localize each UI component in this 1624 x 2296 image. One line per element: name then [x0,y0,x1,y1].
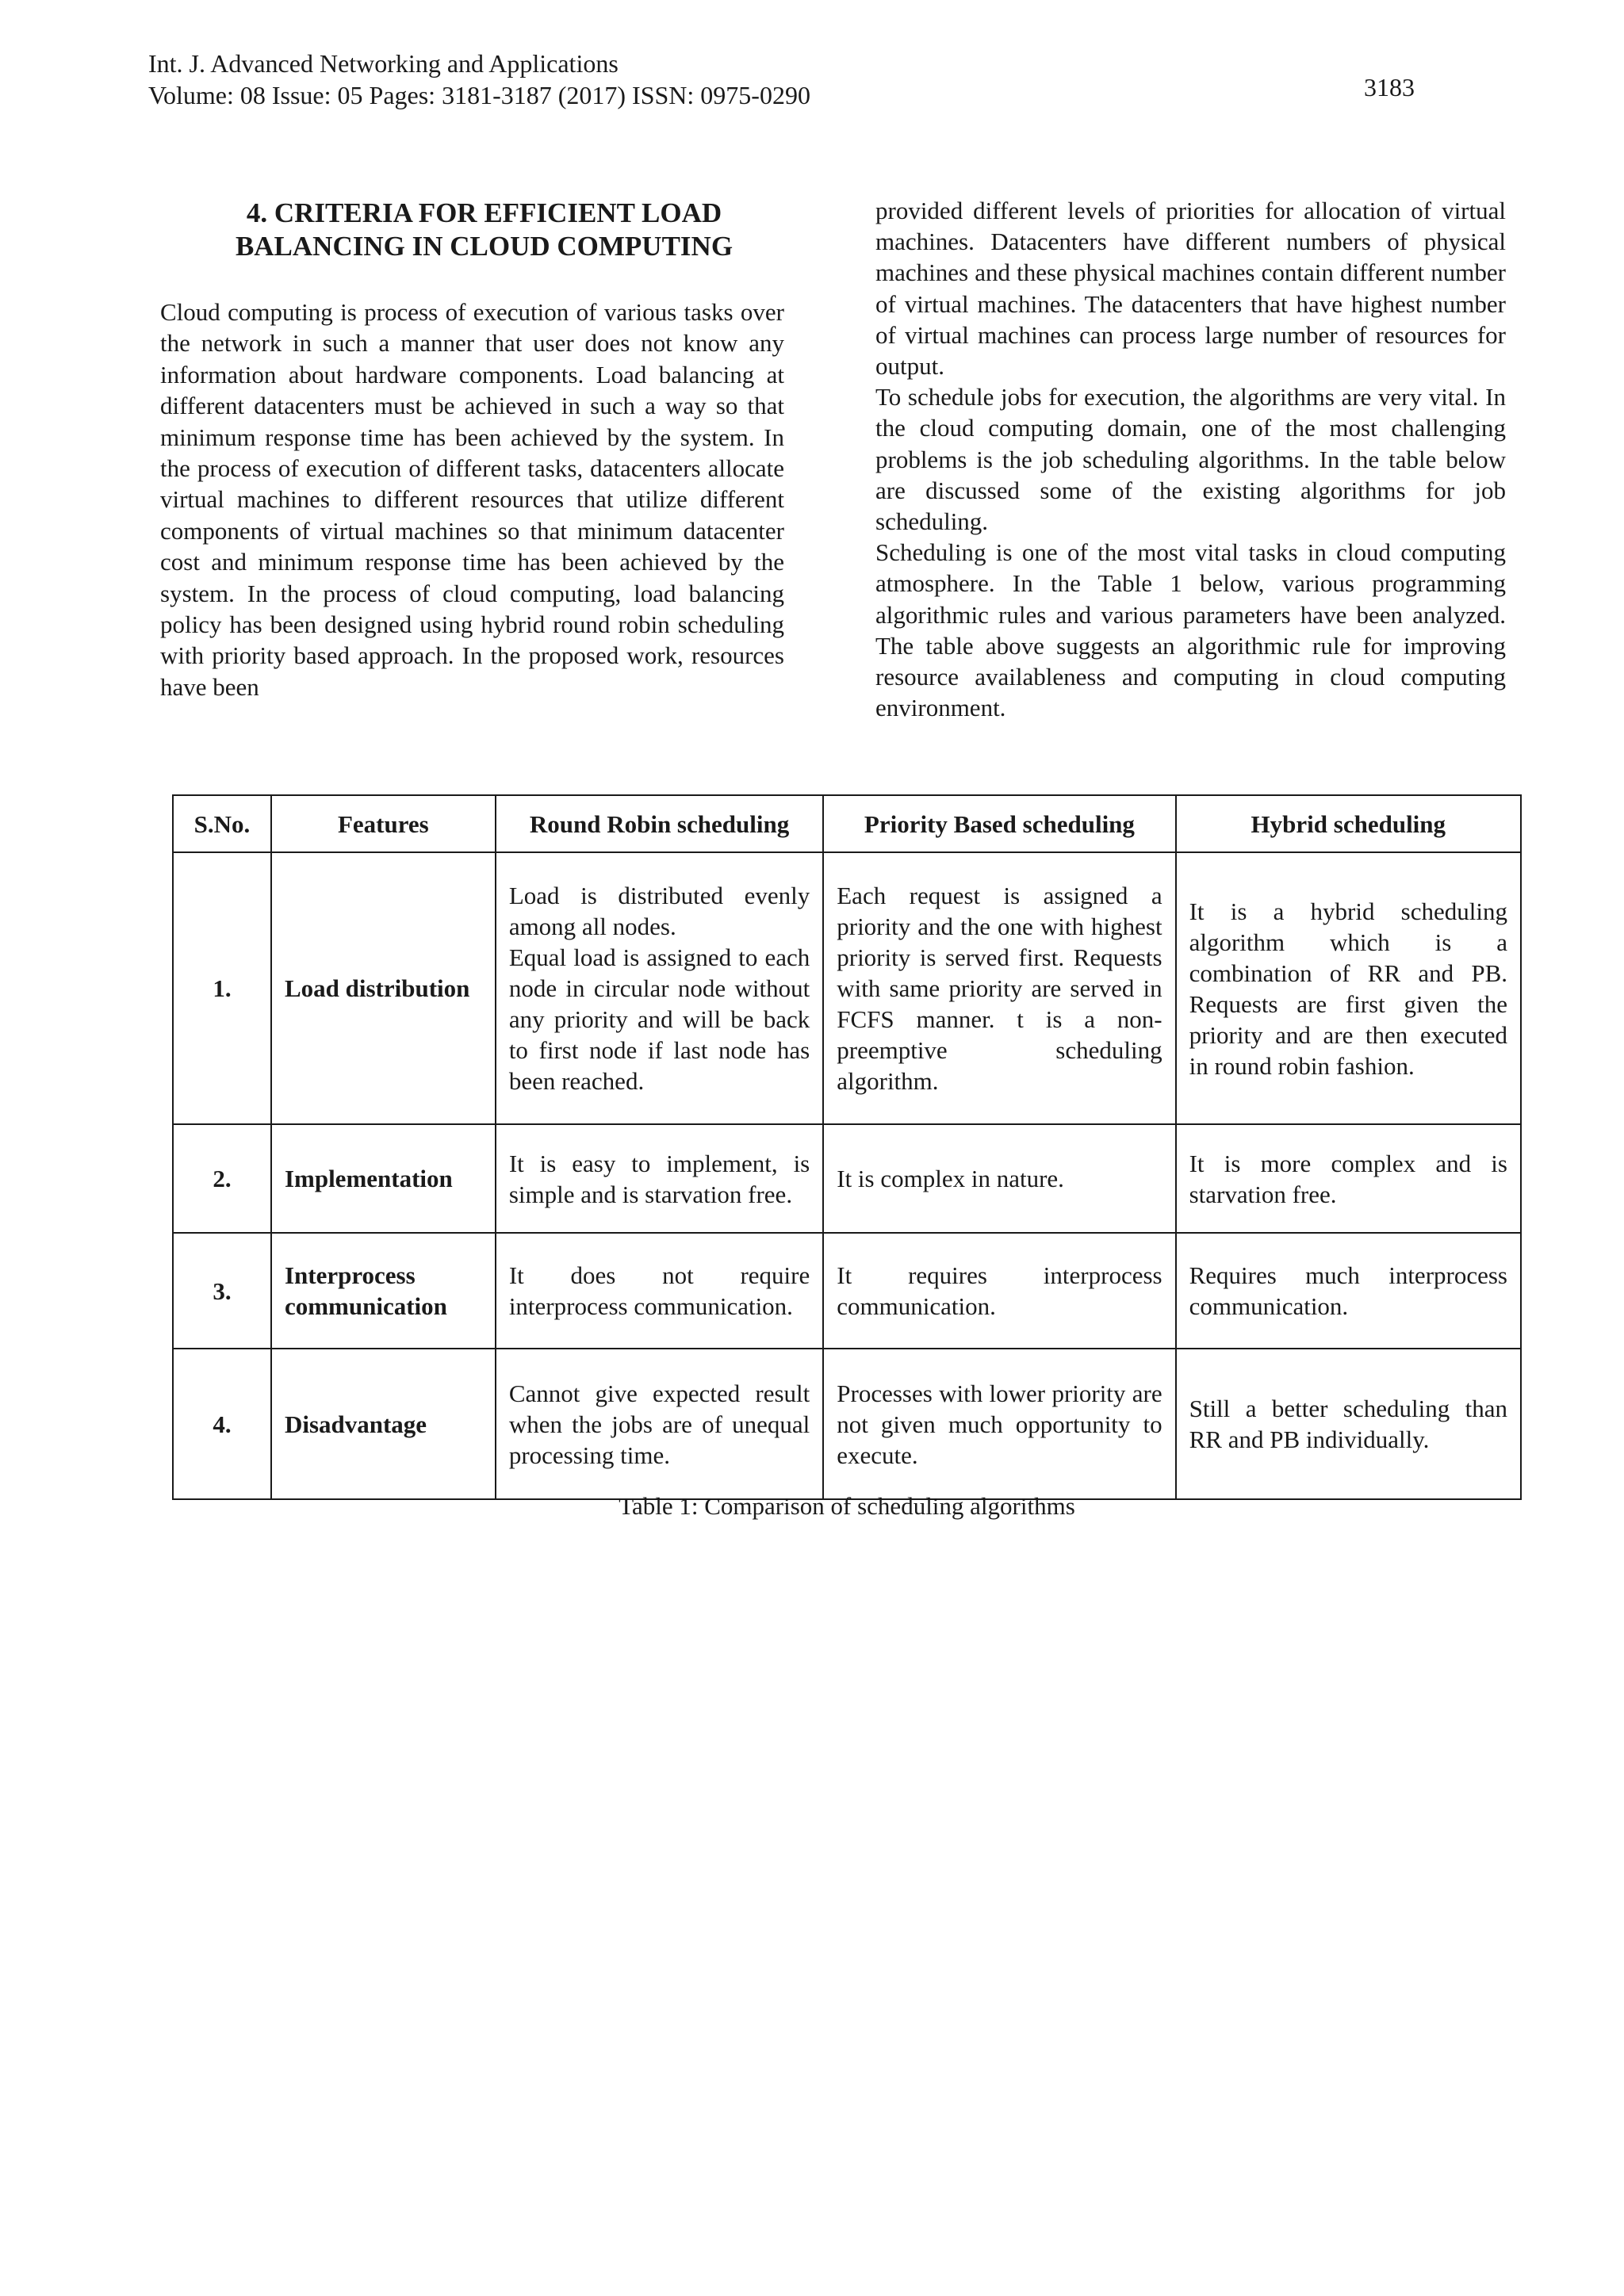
right-paragraph-1: provided different levels of priorities for allocation of virtual machines. Datacenters have different numbers of physical machines and these physical machines contain different number of virtual machines. The datacenters that have highest number of virtual machines can process large number of resources for output. [875,197,1506,381]
left-column [160,197,784,702]
priority-cell: Each request is assigned a priority and the one with highest priority is served first. Requests with same priority are served in FCFS manner. t is a non-preemptive scheduling algorithm. [823,852,1175,1124]
row-feature: Interprocess communication [271,1233,496,1349]
table-row [173,1124,1521,1233]
section-heading [160,197,784,263]
row-sno: 2. [173,1124,271,1233]
table-row [173,1349,1521,1499]
round-robin-text: Load is distributed evenly among all nodes. Equal load is assigned to each node in circular node without any priority and will be back to first node if last node has been reached. [508,882,810,1095]
table-row [173,852,1521,1124]
round-robin-cell: It does not require interprocess communication. [496,1233,823,1349]
header-priority-based: Priority Based scheduling [823,795,1175,852]
section-heading-line-2: BALANCING IN CLOUD COMPUTING [235,231,733,262]
right-paragraph-3: Scheduling is one of the most vital tasks in cloud computing atmosphere. In the Table 1 below, various programming algorithmic rules and various parameters have been analyzed. The table above suggests an algorithmic rule for improving resource availableness and computing in cloud computing environment. [875,538,1506,722]
table-row [173,1233,1521,1349]
priority-cell: Processes with lower priority are not given much opportunity to execute. [823,1349,1175,1499]
volume-info: Volume: 08 Issue: 05 Pages: 3181-3187 (2017) ISSN: 0975-0290 [148,81,810,109]
hybrid-cell: It is more complex and is starvation free. [1176,1124,1521,1233]
round-robin-cell: It is easy to implement, is simple and is starvation free. [496,1124,823,1233]
table-caption: Table 1: Comparison of scheduling algorithms [619,1492,1075,1520]
section-heading-line-1: 4. CRITERIA FOR EFFICIENT LOAD [246,197,722,228]
header-features: Features [271,795,496,852]
row-sno: 3. [173,1233,271,1349]
row-feature: Disadvantage [271,1349,496,1499]
running-head [148,48,810,111]
journal-name: Int. J. Advanced Networking and Applications [148,49,619,78]
right-paragraph-2: To schedule jobs for execution, the algorithms are very vital. In the cloud computing domain, one of the most challenging problems is the job scheduling algorithms. In the table below are discussed some of the existing algorithms for job scheduling. [875,383,1506,536]
table-header-row [173,795,1521,852]
hybrid-cell: It is a hybrid scheduling algorithm which is a combination of RR and PB. Requests are first given the priority and are then executed in round robin fashion. [1176,852,1521,1124]
row-sno: 4. [173,1349,271,1499]
header-sno: S.No. [173,795,271,852]
left-paragraph: Cloud computing is process of execution of various tasks over the network in such a manner that user does not know any information about hardware components. Load balancing at different datacenters must be achieved in such a way so that minimum response time has been achieved by the system. In the process of execution of different tasks, datacenters allocate virtual machines to different resources that utilize different components of virtual machines so that minimum datacenter cost and minimum response time has been achieved by the system. In the process of cloud computing, load balancing policy has been designed using hybrid round robin scheduling with priority based approach. In the proposed work, resources have been [160,298,784,701]
hybrid-cell: Requires much interprocess communication. [1176,1233,1521,1349]
priority-cell: It requires interprocess communication. [823,1233,1175,1349]
hybrid-cell: Still a better scheduling than RR and PB individually. [1176,1349,1521,1499]
header-round-robin: Round Robin scheduling [496,795,823,852]
header-hybrid: Hybrid scheduling [1176,795,1521,852]
right-column [875,195,1506,723]
row-feature: Implementation [271,1124,496,1233]
row-sno: 1. [173,852,271,1124]
comparison-table [172,794,1522,1500]
round-robin-cell [496,852,823,1124]
page-number: 3183 [1364,73,1415,101]
round-robin-cell: Cannot give expected result when the jobs are of unequal processing time. [496,1349,823,1499]
row-feature: Load distribution [271,852,496,1124]
priority-cell: It is complex in nature. [823,1124,1175,1233]
